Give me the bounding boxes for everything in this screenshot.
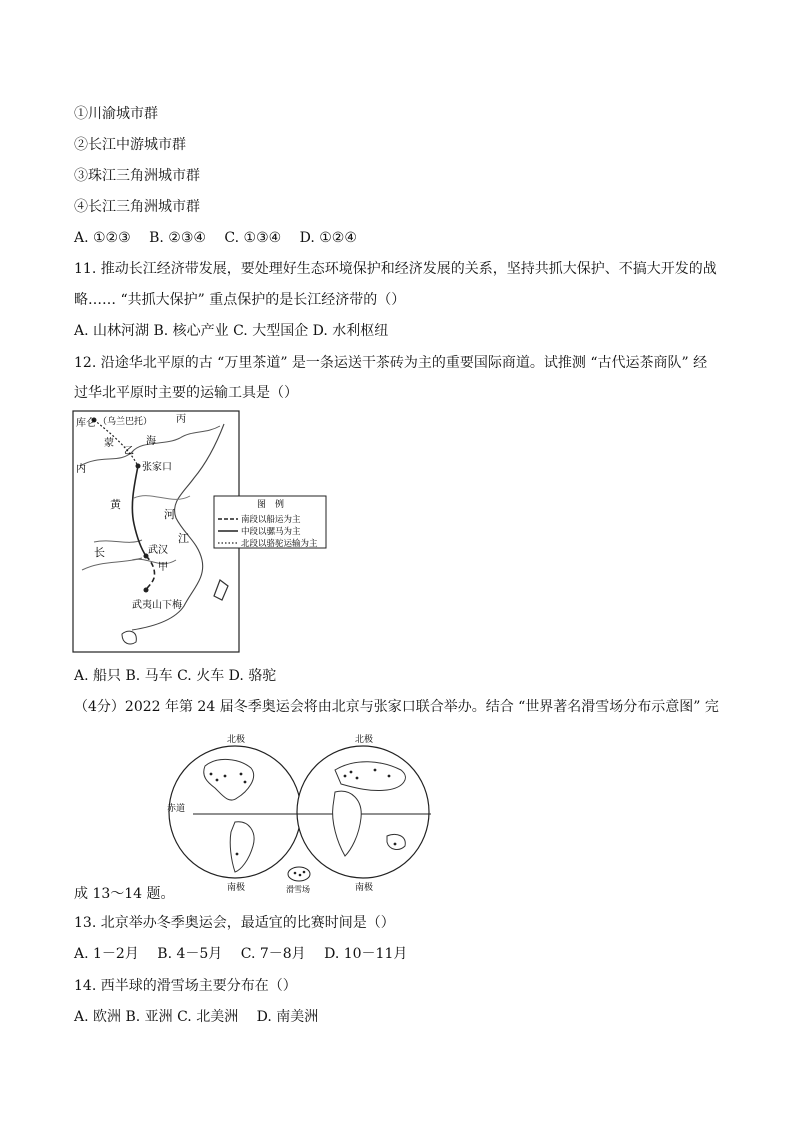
intro-line1: （4分）2022 年第 24 届冬季奥运会将由北京与张家口联合举办。结合 “世界著名滑雪场分布示意图” 完 [74, 699, 719, 715]
legend-north: 北段以骆驼运输为主 [241, 539, 318, 549]
map-label-huang: 黄 [110, 498, 121, 511]
map-label-he: 河 [164, 508, 175, 521]
q11-answers: A. 山林河湖 B. 核心产业 C. 大型国企 D. 水利枢纽 [74, 323, 389, 339]
map-label-ulaanbaatar: （乌兰巴托） [98, 417, 153, 427]
q10-answers: A. ①②③ B. ②③④ C. ①③④ D. ①②④ [74, 230, 357, 246]
map-label-hai: 海 [146, 436, 156, 447]
map-label-bing: 丙 [176, 414, 186, 425]
q10-option-4: ④长江三角洲城市群 [74, 199, 200, 215]
map-label-yi: 乙 [124, 446, 134, 457]
q11-stem-line1: 11. 推动长江经济带发展，要处理好生态环境保护和经济发展的关系，坚持共抓大保护、不搞大开发的战 [74, 261, 717, 277]
label-south-pole-west: 南极 [227, 883, 246, 893]
world-ski-map [165, 726, 440, 900]
map-label-zhangjiakou: 张家口 [142, 462, 172, 473]
legend-title: 图 例 [257, 500, 285, 510]
legend-ski-resort: 滑雪场 [286, 885, 310, 894]
q10-option-2: ②长江中游城市群 [74, 137, 186, 153]
map-label-wuyishan: 武夷山下梅 [132, 600, 182, 611]
q14-answers: A. 欧洲 B. 亚洲 C. 北美洲 D. 南美洲 [74, 1009, 319, 1025]
q12-stem-line2: 过华北平原时主要的运输工具是（） [74, 385, 298, 401]
q10-option-1: ①川渝城市群 [74, 106, 158, 122]
map-label-chang: 长 [94, 546, 105, 559]
map-label-jiang: 江 [178, 532, 189, 545]
tea-road-map [72, 410, 330, 659]
label-south-pole-east: 南极 [355, 883, 374, 893]
map-label-nei: 内 [76, 464, 86, 475]
q14-question: 14. 西半球的滑雪场主要分布在（） [74, 978, 297, 994]
map-label-kulun: 库仑 [76, 418, 96, 429]
legend-middle: 中段以骡马为主 [241, 527, 301, 537]
label-north-pole-west: 北极 [227, 735, 246, 745]
map-label-jia: 甲 [158, 562, 168, 573]
map-label-wuhan: 武汉 [148, 545, 168, 556]
map-label-meng: 蒙 [104, 438, 114, 449]
q12-answers: A. 船只 B. 马车 C. 火车 D. 骆驼 [74, 668, 277, 684]
q12-stem-line1: 12. 沿途华北平原的古 “万里茶道” 是一条运送干茶砖为主的重要国际商道。试推测 “古代运茶商队” 经 [74, 355, 708, 371]
legend-south: 南段以船运为主 [241, 515, 301, 525]
label-equator: 赤道 [167, 804, 186, 814]
q13-question: 13. 北京举办冬季奥运会，最适宜的比赛时间是（） [74, 915, 395, 931]
tea-map-legend [214, 496, 326, 549]
label-north-pole-east: 北极 [355, 735, 374, 745]
q10-option-3: ③珠江三角洲城市群 [74, 168, 200, 184]
intro-line2: 成 13～14 题。 [74, 886, 175, 902]
q13-answers: A. 1－2月 B. 4－5月 C. 7－8月 D. 10－11月 [74, 946, 408, 962]
world-map-legend [286, 867, 310, 894]
q11-stem-line2: 略…… “共抓大保护” 重点保护的是长江经济带的（） [74, 292, 406, 308]
